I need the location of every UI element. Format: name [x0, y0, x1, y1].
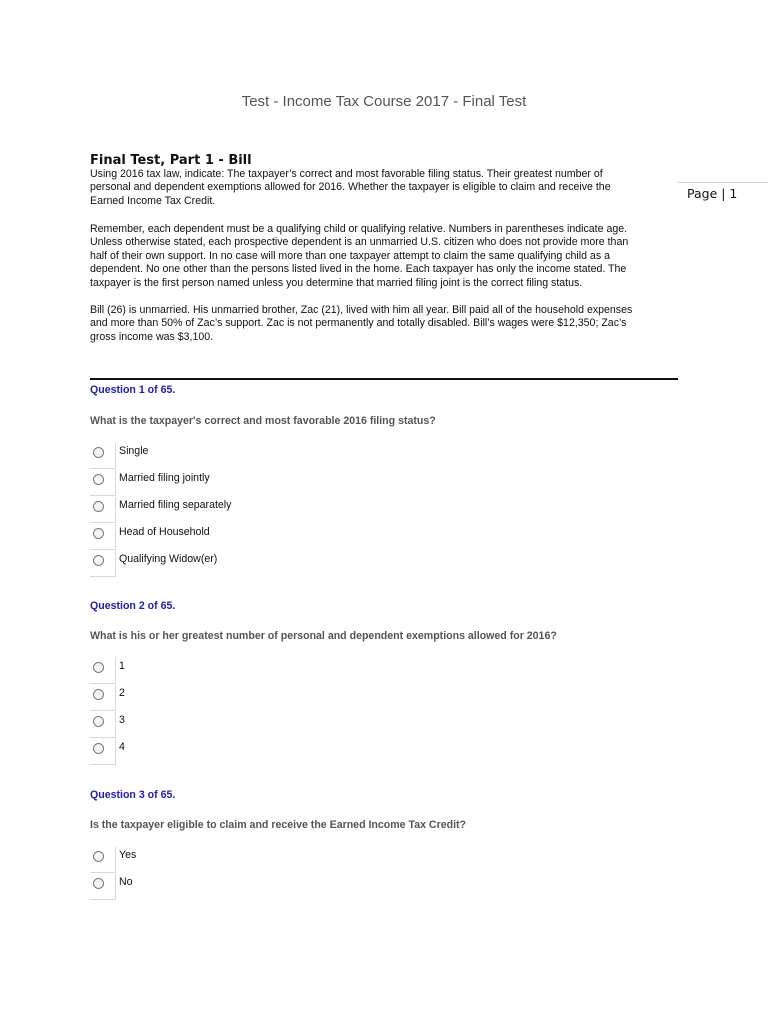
paragraph-line: personal and dependent exemptions allowed for 2016. Whether the taxpayer is eligible to claim and receive the [90, 181, 611, 194]
paragraph-line: half of their own support. In no case will more than one taxpayer attempt to claim the same qualifying child as a [90, 249, 610, 262]
radio-button[interactable] [93, 662, 104, 673]
radio-cell [90, 874, 116, 900]
question-3-option-no[interactable] [90, 874, 390, 901]
option-label: Yes [119, 849, 137, 861]
paragraph-line: taxpayer is the first person named unless you determine that married filing joint is the correct filing status. [90, 276, 583, 289]
radio-button[interactable] [93, 528, 104, 539]
radio-cell [90, 497, 116, 523]
paragraph-line: Remember, each dependent must be a qualifying child or qualifying relative. Numbers in parentheses indicate age. [90, 223, 628, 235]
option-label: Qualifying Widow(er) [119, 553, 218, 565]
radio-button[interactable] [93, 716, 104, 727]
question-2-option-3[interactable] [90, 712, 390, 739]
radio-button[interactable] [93, 474, 104, 485]
radio-button[interactable] [93, 689, 104, 700]
radio-cell [90, 712, 116, 738]
scenario-paragraph [90, 304, 680, 344]
question-3-text: Is the taxpayer eligible to claim and receive the Earned Income Tax Credit? [90, 819, 467, 831]
option-label: 4 [119, 741, 125, 753]
radio-cell [90, 847, 116, 873]
radio-button[interactable] [93, 501, 104, 512]
question-1-option-mfj[interactable] [90, 470, 390, 497]
radio-cell [90, 551, 116, 577]
option-label: 3 [119, 714, 125, 726]
option-label: Single [119, 445, 149, 457]
question-2-option-4[interactable] [90, 739, 390, 766]
radio-button[interactable] [93, 878, 104, 889]
question-3-option-yes[interactable] [90, 847, 390, 874]
radio-button[interactable] [93, 743, 104, 754]
radio-cell [90, 739, 116, 765]
paragraph-line: gross income was $3,100. [90, 330, 214, 343]
radio-button[interactable] [93, 555, 104, 566]
paragraph-line: Using 2016 tax law, indicate: The taxpayer’s correct and most favorable filing status. Their greatest number of [90, 168, 603, 180]
question-1-option-hoh[interactable] [90, 524, 390, 551]
paragraph-line: Bill (26) is unmarried. His unmarried brother, Zac (21), lived with him all year. Bill paid all of the household expenses [90, 304, 633, 316]
radio-button[interactable] [93, 851, 104, 862]
instructions-paragraph [90, 168, 680, 208]
paragraph-line: Earned Income Tax Credit. [90, 194, 216, 207]
question-1-text: What is the taxpayer's correct and most favorable 2016 filing status? [90, 415, 436, 427]
radio-cell [90, 658, 116, 684]
question-1-option-mfs[interactable] [90, 497, 390, 524]
page-number-rule [678, 182, 768, 183]
option-label: No [119, 876, 133, 888]
question-1-option-qw[interactable] [90, 551, 390, 578]
rules-paragraph [90, 223, 680, 290]
paragraph-line: and more than 50% of Zac’s support. Zac is not permanently and totally disabled. Bill’s wages were $12,350; Zac’s [90, 317, 627, 330]
radio-cell [90, 470, 116, 496]
option-label: 2 [119, 687, 125, 699]
question-1-option-single[interactable] [90, 443, 390, 470]
radio-button[interactable] [93, 447, 104, 458]
question-2-option-2[interactable] [90, 685, 390, 712]
question-2-option-1[interactable] [90, 658, 390, 685]
radio-cell [90, 524, 116, 550]
option-label: Married filing separately [119, 499, 232, 511]
option-label: 1 [119, 660, 125, 672]
paragraph-line: dependent. No one other than the persons listed lived in the home. Each taxpayer has only the income stated. The [90, 263, 627, 276]
question-1-label: Question 1 of 65. [90, 384, 176, 396]
page-number: Page | 1 [687, 186, 738, 201]
paragraph-line: Unless otherwise stated, each prospective dependent is an unmarried U.S. citizen who does not provide more than [90, 236, 629, 249]
question-3-label: Question 3 of 65. [90, 789, 176, 801]
section-divider [90, 378, 678, 380]
section-heading: Final Test, Part 1 - Bill [90, 153, 252, 168]
question-2-label: Question 2 of 65. [90, 600, 176, 612]
option-label: Head of Household [119, 526, 210, 538]
document-title: Test - Income Tax Course 2017 - Final Test [241, 93, 527, 110]
radio-cell [90, 443, 116, 469]
radio-cell [90, 685, 116, 711]
option-label: Married filing jointly [119, 472, 210, 484]
question-2-text: What is his or her greatest number of personal and dependent exemptions allowed for 2016? [90, 630, 557, 642]
